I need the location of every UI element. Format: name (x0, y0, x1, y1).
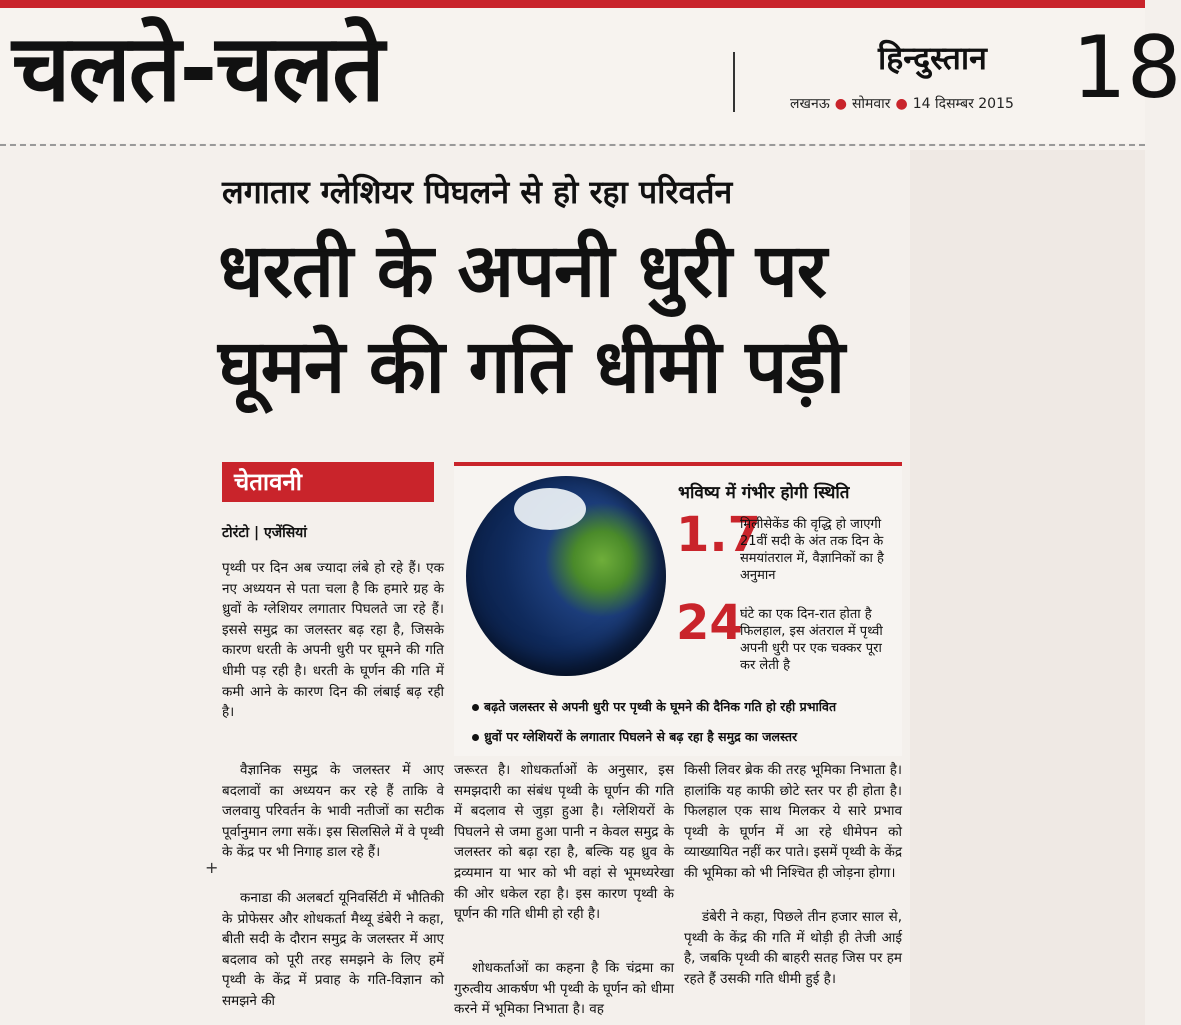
bullet-dot-icon (472, 734, 479, 741)
faded-adjacent-page (910, 150, 1145, 1025)
article-headline: धरती के अपनी धुरी पर घूमने की गति धीमी पड़ी (218, 228, 844, 410)
bullet1-text: बढ़ते जलस्तर से अपनी धुरी पर पृथ्वी के घूमने की दैनिक गति हो रही प्रभावित (484, 699, 837, 714)
bullet-dot-icon (472, 704, 479, 711)
top-red-strip (0, 0, 1145, 8)
stat2-text: घंटे का एक दिन-रात होता है फिलहाल, इस अंतराल में पृथ्वी अपनी धुरी पर एक चक्कर पूरा कर लेती है (740, 607, 883, 673)
column1-paragraph1: पृथ्वी पर दिन अब ज्यादा लंबे हो रहे हैं। एक नए अध्ययन से पता चला है कि हमारे ग्रह के ध्रुवों के ग्लेशियर लगातार पिघलते जा रहे हैं। इससे समुद्र का जलस्तर बढ़ रहा है, जिसके कारण धरती के अपनी धुरी पर घूमने की गति धीमी पड़ रही है। धरती के घूर्णन की गति में कमी आने के कारण दिन की लंबाई बढ़ रही है। (222, 560, 444, 721)
registration-mark: + (205, 858, 219, 877)
dateline-city: लखनऊ (790, 96, 830, 112)
bullet2-text: ध्रुवों पर ग्लेशियरों के लगातार पिघलने से बढ़ रहा है समुद्र का जलस्तर (484, 729, 798, 744)
article-kicker: लगातार ग्लेशियर पिघलने से हो रहा परिवर्तन (222, 173, 733, 211)
column2-paragraph1: जरूरत है। शोधकर्ताओं के अनुसार, इस समझदारी का संबंध पृथ्वी के घूर्णन की गति में बदलाव से जुड़ा हुआ है। ग्लेशियरों के पिघलने से जमा हुआ पानी न केवल समुद्र के जलस्तर को बढ़ा रहा है, बल्कि यह ध्रुव के द्रव्यमान या भार को भी वहां से भूमध्यरेखा की ओर धकेल रहा है। इस कारण पृथ्वी के घूर्णन की गति धीमी हो रही है। (454, 762, 674, 923)
dashed-divider (0, 144, 1145, 146)
dateline-day: सोमवार (851, 96, 891, 112)
infobox-bullet2 (472, 728, 902, 745)
column1-paragraph3: कनाडा की अलबर्टा यूनिवर्सिटी में भौतिकी के प्रोफेसर और शोधकर्ता मैथ्यू डंबेरी ने कहा, बीती सदी के दौरान समुद्र के जलस्तर में आए बदलाव को पूरी तरह समझने के लिए हमें पृथ्वी के केंद्र में प्रवाह के गति-विज्ञान को समझने की (222, 890, 444, 1009)
dateline-dot: ● (895, 96, 908, 112)
column1-paragraph2: वैज्ञानिक समुद्र के जलस्तर में आए बदलावों का अध्ययन कर रहे हैं ताकि वे जलवायु परिवर्तन के भावी नतीजों का सटीक पूर्वानुमान लगा सकें। इस सिलसिले में वे पृथ्वी के केंद्र पर भी निगाह डाल रहे हैं। (222, 762, 444, 861)
page-number: 18 (1072, 18, 1181, 118)
warning-tag (222, 462, 434, 502)
stat2-value: 24 (676, 595, 743, 651)
stat1-text: मिलीसेकेंड की वृद्धि हो जाएगी 21वीं सदी के अंत तक दिन के समयांतराल में, वैज्ञानिकों का है अनुमान (740, 517, 884, 583)
section-title: चलते-चलते (12, 15, 383, 122)
newspaper-name: हिन्दुस्तान (878, 39, 987, 77)
column3-paragraph2: डंबेरी ने कहा, पिछले तीन हजार साल से, पृथ्वी के केंद्र की गति में थोड़ी ही तेजी आई है, जबकि पृथ्वी की बाहरी सतह जिस पर हम रहते हैं उसकी गति धीमी हुई है। (684, 909, 902, 987)
dateline-dot: ● (834, 96, 847, 112)
infobox (454, 462, 902, 756)
infobox-bullet1 (472, 698, 902, 715)
polar-ice-cap (514, 488, 586, 530)
column2-paragraph2: शोधकर्ताओं का कहना है कि चंद्रमा का गुरुत्वीय आकर्षण भी पृथ्वी के घूर्णन को धीमा करने में भूमिका निभाता है। वह (454, 960, 674, 1018)
warning-label: चेतावनी (234, 468, 303, 496)
dateline (790, 94, 1014, 113)
masthead-divider (733, 52, 735, 112)
earth-globe-image (466, 476, 666, 676)
byline: टोरंटो | एजेंसियां (222, 525, 307, 541)
stat1-value: 1.7 (676, 507, 762, 563)
column3-paragraph1: किसी लिवर ब्रेक की तरह भूमिका निभाता है। हालांकि यह काफी छोटे स्तर पर ही होता है। फिलहाल एक साथ मिलकर ये सारे प्रभाव पृथ्वी के घूर्णन में आ रहे धीमेपन को व्याख्यायित नहीं कर पाते। इसमें पृथ्वी के केंद्र की भूमिका को भी निश्चित ही जोड़ना होगा। (684, 762, 902, 881)
infobox-title: भविष्य में गंभीर होगी स्थिति (678, 483, 850, 503)
dateline-date: 14 दिसम्बर 2015 (912, 96, 1014, 112)
